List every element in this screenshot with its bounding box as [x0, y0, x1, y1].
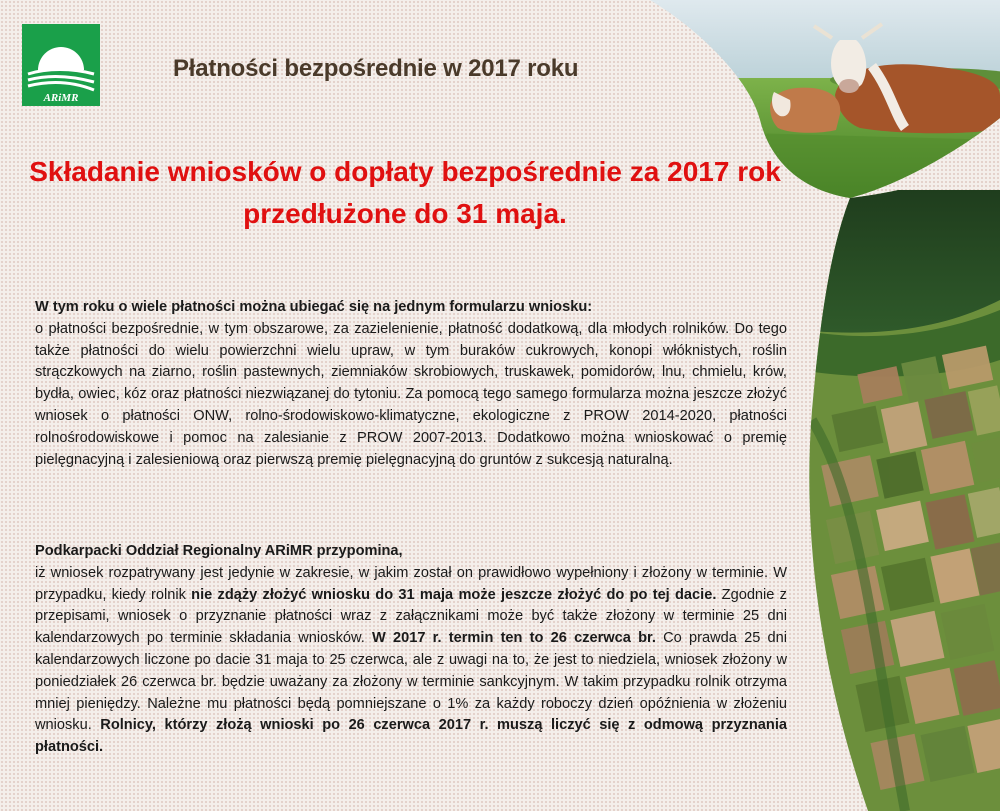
reminder-text-2: Zgodnie z przepisami, wniosek o przyznanie płatności wraz z załącznikami może być także złożony w terminie 25 dni kalendarzowych po terminie składania wniosków. — [35, 586, 787, 647]
section-reminder-heading: Podkarpacki Oddział Regionalny ARiMR przypomina, — [35, 543, 403, 559]
section-payments-heading: W tym roku o wiele płatności można ubiegać się na jednym formularzu wniosku: — [35, 299, 593, 315]
reminder-text-1: iż wniosek rozpatrywany jest jedynie w zakresie, w jakim został on prawidłowo wypełniony i złożony w terminie. W przypadku, kiedy rolnik — [35, 564, 787, 603]
svg-text:ARiMR: ARiMR — [43, 92, 79, 104]
section-reminder-body — [35, 563, 787, 759]
section-payments-body: o płatności bezpośrednie, w tym obszarowe, za zazielenienie, płatność dodatkową, dla młodych rolników. Do tego także płatności do wielu powierzchni wielu upraw, w tym buraków cukrowych, konopi włóknistych, roślin strączkowych na ziarno, roślin pastewnych, ziemniaków skrobiowych, truskawek, pomidorów, lnu, chmielu, krów, bydła, owiec, kóz oraz płatności niezwiązanej do tytoniu. Za pomocą tego samego formularza można jeszcze złożyć wniosek o płatności ONW, rolno-środowiskowo-klimatyczne, ekologiczne z PROW 2014-2020, płatności rolnośrodowiskowe i pomoc na zalesianie z PROW 2007-2013. Dodatkowo można wnioskować o premię pielęgnacyjną i zalesieniową oraz pierwszą premię pielęgnacyjną do gruntów z sukcesją naturalną. — [35, 320, 787, 468]
section-reminder — [35, 541, 787, 759]
reminder-bold-2: W 2017 r. termin ten to 26 czerwca br. — [371, 630, 656, 647]
headline-line-2: przedłużone do 31 maja. — [243, 198, 567, 229]
page-title: Płatności bezpośrednie w 2017 roku — [173, 55, 579, 82]
reminder-text-3: Co prawda 25 dni kalendarzowych liczone po dacie 31 maja to 25 czerwca, ale z uwagi na to, że jest to niedziela, wniosek złożony w poniedziałek 26 czerwca br. będzie uważany za złożony w terminie sankcyjnym. W takim przypadku rolnik otrzyma mniej pieniędzy. Należne mu płatności będą pomniejszane o 1% za każdy roboczy dzień opóźnienia w złożeniu wniosku. — [35, 630, 787, 734]
headline-line-1: Składanie wniosków o dopłaty bezpośrednie za 2017 rok — [29, 156, 781, 187]
reminder-bold-1: nie zdąży złożyć wniosku do 31 maja może jeszcze złożyć do po tej dacie. — [191, 586, 717, 603]
arimr-logo — [22, 24, 100, 106]
reminder-bold-3: Rolnicy, którzy złożą wnioski po 26 czerwca 2017 r. muszą liczyć się z odmową przyznania płatności. — [35, 717, 787, 756]
section-payments — [35, 297, 787, 471]
arimr-logo-icon — [22, 24, 100, 106]
